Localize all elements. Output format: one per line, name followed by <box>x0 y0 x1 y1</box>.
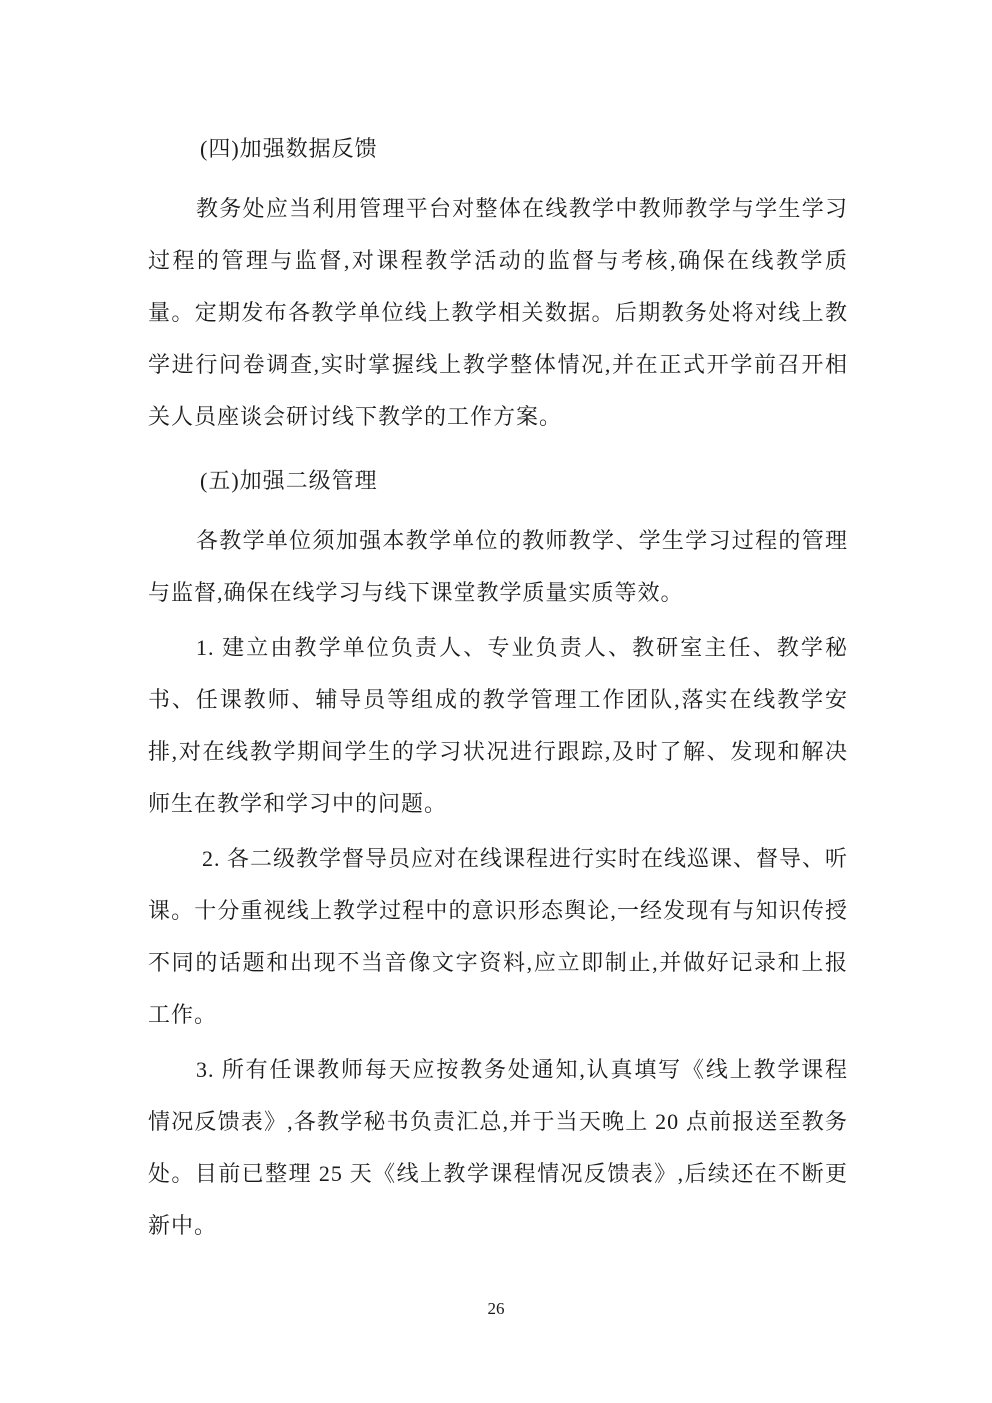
section-heading-4: (四)加强数据反馈 <box>200 136 378 161</box>
paragraph-secondary-management-intro: 各教学单位须加强本教学单位的教师教学、学生学习过程的管理与监督,确保在线学习与线下课堂教学质量实质等效。 <box>148 528 848 605</box>
paragraph-item-3: 3. 所有任课教师每天应按教务处通知,认真填写《线上教学课程情况反馈表》,各教学秘书负责汇总,并于当天晚上 20 点前报送至教务处。目前已整理 25 天《线上教学课程情况反馈表》,后续还在不断更新中。 <box>148 1057 848 1238</box>
paragraph-item-1: 1. 建立由教学单位负责人、专业负责人、教研室主任、教学秘书、任课教师、辅导员等组成的教学管理工作团队,落实在线教学安排,对在线教学期间学生的学习状况进行跟踪,及时了解、发现和解决师生在教学和学习中的问题。 <box>148 635 848 816</box>
document-body <box>148 123 848 1255</box>
page-number: 26 <box>487 1299 505 1318</box>
section-heading-5: (五)加强二级管理 <box>200 468 378 493</box>
paragraph-item-2: 2. 各二级教学督导员应对在线课程进行实时在线巡课、督导、听课。十分重视线上教学过程中的意识形态舆论,一经发现有与知识传授不同的话题和出现不当音像文字资料,应立即制止,并做好记录和上报工作。 <box>148 846 849 1027</box>
paragraph-data-feedback: 教务处应当利用管理平台对整体在线教学中教师教学与学生学习过程的管理与监督,对课程教学活动的监督与考核,确保在线教学质量。定期发布各教学单位线上教学相关数据。后期教务处将对线上教学进行问卷调查,实时掌握线上教学整体情况,并在正式开学前召开相关人员座谈会研讨线下教学的工作方案。 <box>148 196 848 429</box>
